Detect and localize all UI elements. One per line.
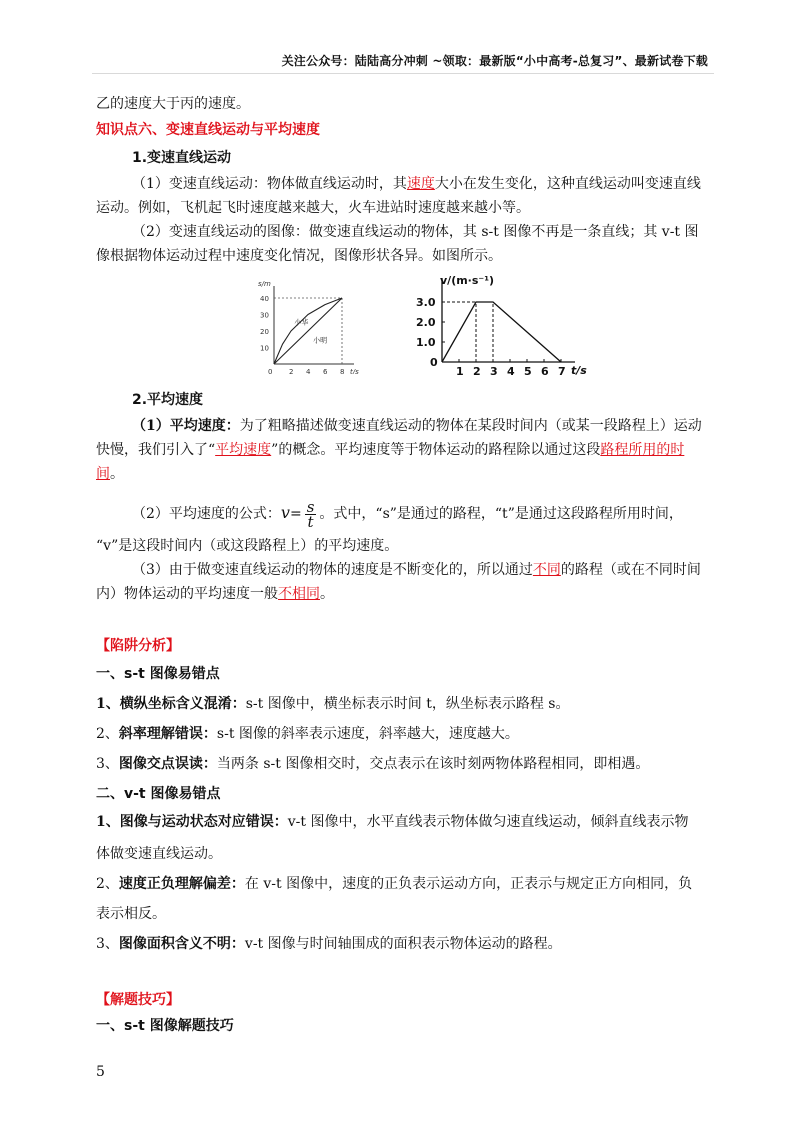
y-tick-label: 30 [260, 311, 269, 320]
kp6-s2-p3-line2 [96, 582, 708, 606]
x-tick-label: 6 [323, 368, 328, 374]
pitfall-vt-1-line1 [96, 810, 708, 834]
y-tick-label: 1.0 [416, 336, 436, 349]
formula-v: v [280, 503, 290, 522]
intro-line: 乙的速度大于丙的速度。 [96, 96, 250, 112]
pitfall-st-1 [96, 692, 708, 716]
label: 图像面积含义不明： [118, 936, 245, 952]
x-tick-label: 2 [473, 365, 481, 378]
y-tick-label: 10 [260, 344, 269, 353]
y-tick-label: 40 [260, 295, 269, 303]
kp6-s2-p2-line2: “v”是这段时间内（或这段路程上）的平均速度。 [96, 538, 399, 554]
kp6-s2-p3-line1 [132, 558, 708, 582]
text: 为了粗略描述做变速直线运动的物体在某段时间内（或某一段路程上）运动 [239, 418, 702, 434]
x-axis-label: t/s [571, 364, 587, 377]
series-xiaoming-label: 小明 [313, 336, 328, 345]
num: 3、 [96, 756, 119, 772]
text: 。 [320, 586, 334, 602]
formula-eq: = [289, 506, 302, 522]
label: 1、横纵坐标含义混淆： [96, 696, 246, 712]
avg-speed-label: （1）平均速度： [132, 418, 240, 434]
text: 的路程（或在不同时间 [560, 562, 701, 578]
y-tick-label: 20 [260, 328, 269, 336]
series-v-line [442, 302, 561, 362]
kp6-s2-p1-line3 [96, 462, 708, 486]
vt-chart [412, 270, 598, 380]
pitfall-vt-2-line1 [96, 872, 708, 896]
y-tick-label: 3.0 [416, 296, 436, 309]
y-tick-label: 2.0 [416, 316, 436, 329]
kp6-s1-p1-line1 [132, 172, 708, 196]
label: 速度正负理解偏差： [118, 876, 245, 892]
kp6-s2-p1-line2 [96, 438, 708, 462]
pitfall-vt-1-line2: 体做变速直线运动。 [96, 846, 222, 862]
kp6-s1-p2-line1: （2）变速直线运动的图像：做变速直线运动的物体，其 s-t 图像不再是一条直线；其 v-t 图 [132, 224, 699, 240]
kp6-s2-p1-line1 [132, 414, 708, 438]
x-tick-label: 5 [524, 365, 532, 378]
label: 1、图像与运动状态对应错误： [96, 814, 288, 830]
text: s-t 图像中，横坐标表示时间 t，纵坐标表示路程 s。 [245, 696, 570, 712]
kp6-s1-heading: 1.变速直线运动 [132, 150, 232, 166]
pitfall-st-3 [96, 752, 708, 776]
formula-fraction [305, 497, 317, 531]
x-axis-label: t/s [350, 368, 359, 374]
text: 。式中，“s”是通过的路程，“t”是通过这段路程所用时间， [319, 506, 683, 522]
pitfall-vt-2-line2: 表示相反。 [96, 906, 166, 922]
pitfalls-title: 【陷阱分析】 [96, 638, 180, 654]
page-header: 关注公众号：陆陆高分冲刺 ~领取：最新版“小中高考-总复习”、最新试卷下载 [281, 54, 708, 68]
num: 2、 [96, 726, 119, 742]
series-xiaoming-line [274, 298, 342, 364]
kp6-title: 知识点六、变速直线运动与平均速度 [96, 122, 320, 138]
y-axis-label: s/m [258, 280, 271, 288]
keyword-avg-speed: 平均速度 [215, 442, 272, 458]
keyword-different: 不同 [532, 562, 561, 578]
num: 3、 [96, 936, 119, 952]
text: （3）由于做变速直线运动的物体的速度是不断变化的，所以通过 [132, 562, 533, 578]
text: 。 [110, 466, 124, 482]
tips-heading: 一、s-t 图像解题技巧 [96, 1018, 234, 1034]
keyword-time-end: 间 [96, 466, 110, 482]
kp6-s1-p1-line2: 运动。例如，飞机起飞时速度越来越大，火车进站时速度越来越小等。 [96, 200, 530, 216]
keyword-time: 路程所用的时 [600, 442, 685, 458]
text: （2）平均速度的公式： [132, 506, 281, 522]
pitfall-st-2 [96, 722, 708, 746]
text: v-t 图像与时间轴围成的面积表示物体运动的路程。 [244, 936, 562, 952]
x-tick-label: 7 [558, 365, 566, 378]
x-tick-label: 4 [306, 368, 311, 374]
formula-denominator: t [307, 512, 314, 531]
page-number: 5 [96, 1064, 105, 1080]
origin-label: 0 [430, 356, 438, 369]
text: 内）物体运动的平均速度一般 [96, 586, 278, 602]
text: 大小在发生变化，这种直线运动叫变速直线 [434, 176, 701, 192]
x-tick-label: 3 [490, 365, 498, 378]
text: 快慢，我们引入了“ [96, 442, 216, 458]
kp6-s1-p2-line2: 像根据物体运动过程中速度变化情况，图像形状各异。如图所示。 [96, 248, 502, 264]
st-chart [248, 276, 366, 374]
tips-title: 【解题技巧】 [96, 992, 180, 1008]
kp6-s2-p2-line1 [132, 498, 708, 529]
keyword-speed: 速度 [406, 176, 435, 192]
series-xiaohua-label: 小华 [294, 318, 309, 327]
keyword-not-same: 不相同 [278, 586, 320, 602]
text: 当两条 s-t 图像相交时，交点表示在该时刻两物体路程相同，即相遇。 [216, 756, 650, 772]
x-tick-label: 1 [456, 365, 464, 378]
label: 斜率理解错误： [118, 726, 217, 742]
num: 2、 [96, 876, 119, 892]
x-tick-label: 0 [268, 368, 273, 374]
pitfalls-st-heading: 一、s-t 图像易错点 [96, 666, 220, 682]
x-tick-label: 4 [507, 365, 515, 378]
text: （1）变速直线运动：物体做直线运动时，其 [132, 176, 407, 192]
text: 在 v-t 图像中，速度的正负表示运动方向，正表示与规定正方向相同，负 [244, 876, 693, 892]
y-axis-label: v/(m·s⁻¹) [440, 274, 495, 287]
text: ”的概念。平均速度等于物体运动的路程除以通过这段 [271, 442, 601, 458]
text: v-t 图像中，水平直线表示物体做匀速直线运动，倾斜直线表示物 [287, 814, 689, 830]
x-tick-label: 6 [541, 365, 549, 378]
pitfalls-vt-heading: 二、v-t 图像易错点 [96, 786, 221, 802]
x-tick-label: 2 [289, 368, 294, 374]
text: s-t 图像的斜率表示速度，斜率越大，速度越大。 [216, 726, 519, 742]
pitfall-vt-3 [96, 932, 708, 956]
header-divider [92, 73, 714, 74]
x-tick-label: 8 [340, 368, 345, 374]
kp6-s2-heading: 2.平均速度 [132, 392, 204, 408]
label: 图像交点误读： [118, 756, 217, 772]
formula-numerator: s [306, 497, 315, 516]
